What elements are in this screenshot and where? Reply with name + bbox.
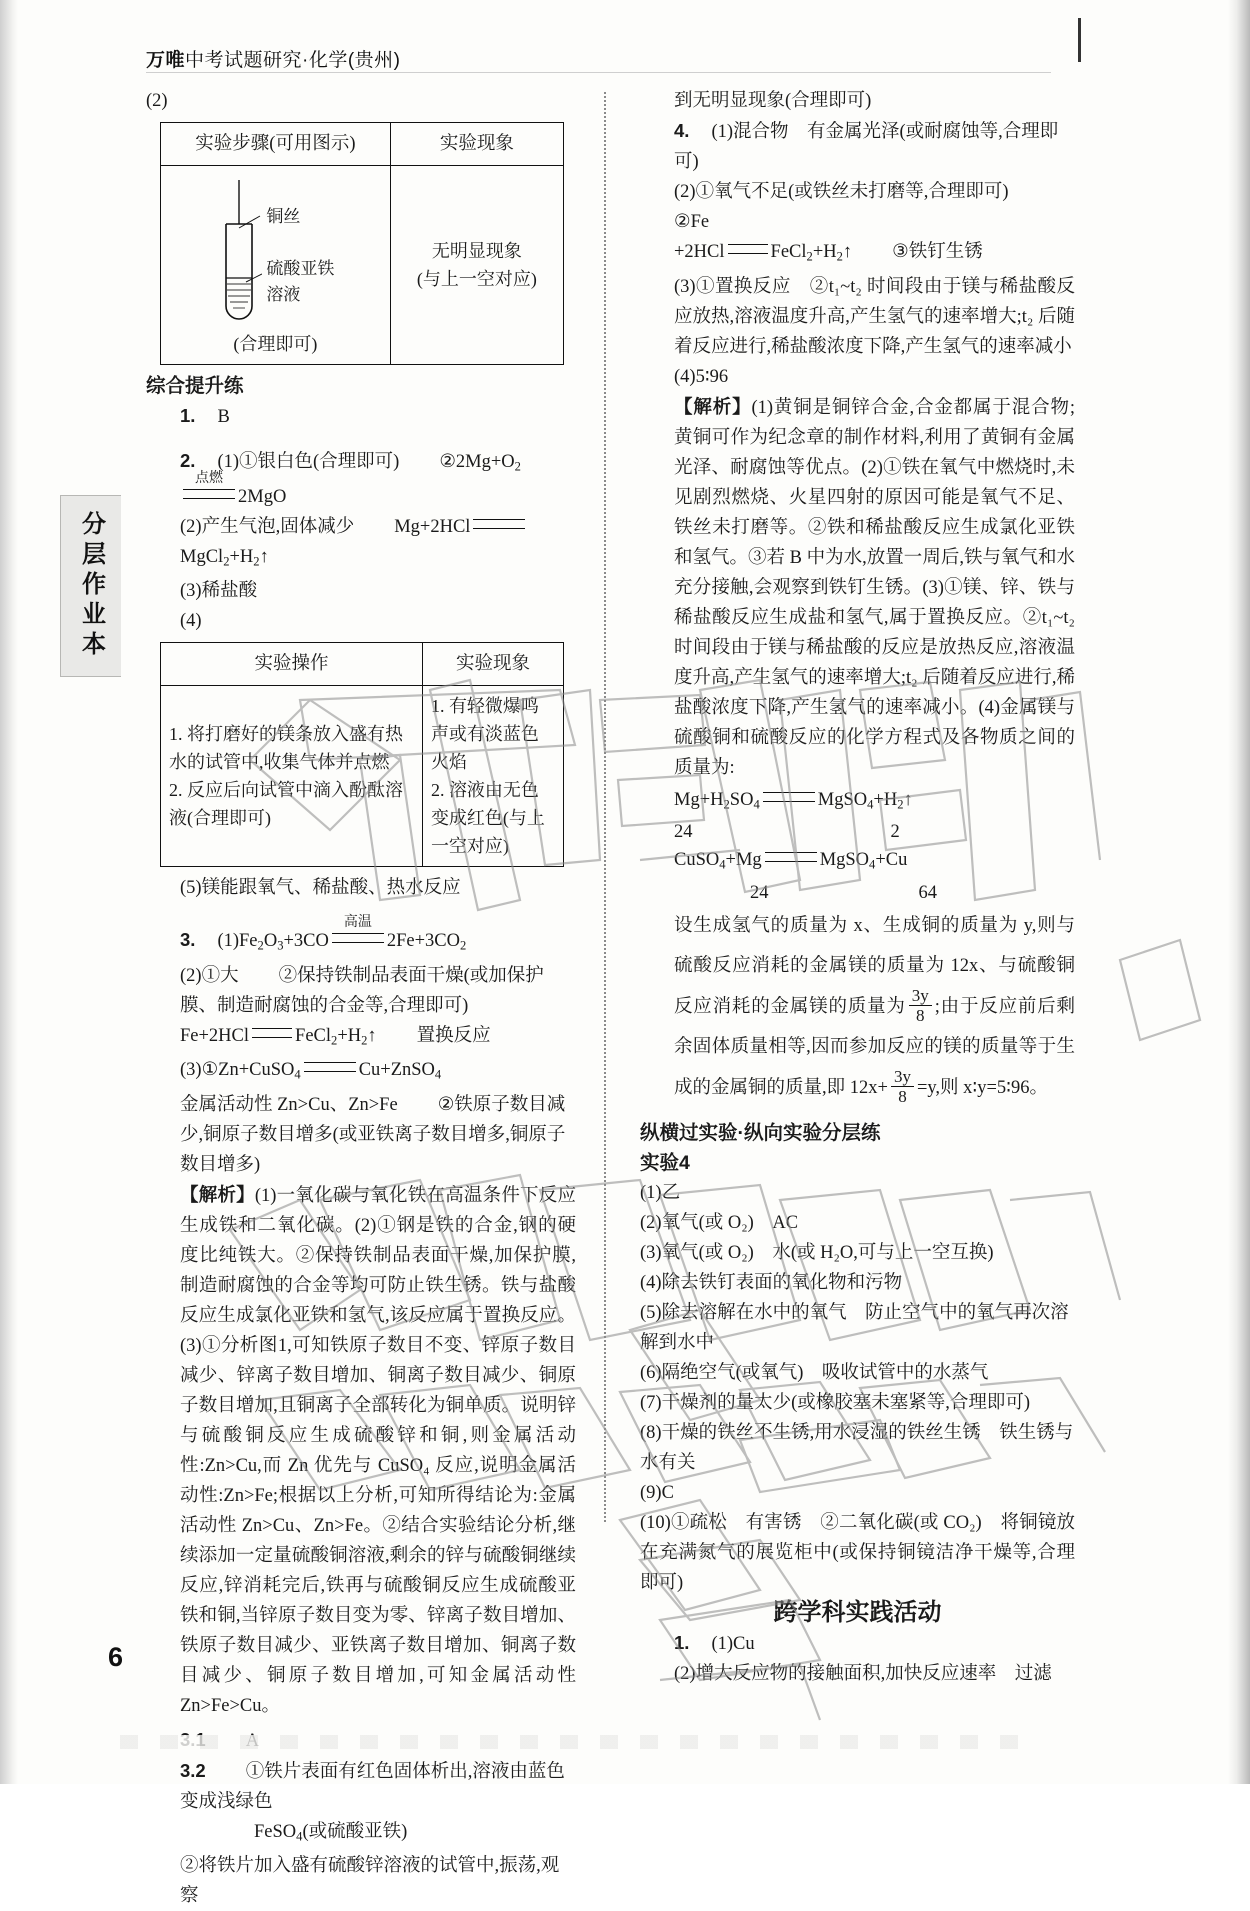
eq5-left: (3)①Zn+CuSO	[180, 1060, 295, 1081]
answer-item-2-line2	[146, 512, 576, 577]
eqA-arrow: ↑	[903, 789, 913, 810]
eq3-right: 2Fe+3CO	[386, 931, 461, 952]
eq4-tail-sub: 2	[361, 1033, 368, 1048]
stoich-equation-a	[640, 785, 1075, 820]
answer-item-3-line3	[146, 1055, 576, 1090]
eqA-mid: SO	[729, 789, 754, 810]
phenomenon-line-2: (与上一空对应)	[416, 269, 537, 289]
answer-item-4-analysis-p2	[640, 906, 1075, 1108]
table1-header-phenomenon: 实验现象	[390, 123, 563, 166]
phenomenon-line-1: 无明显现象	[431, 241, 522, 261]
eq6-arrow: ↑	[842, 242, 853, 262]
eqB-sub2: 4	[869, 857, 876, 872]
answer-item-4-line2a	[640, 177, 1075, 237]
continuation-line: 到无明显现象(合理即可)	[674, 91, 872, 111]
analysis-p2-part-b: ;由于反应前后剩余固体质量相等,因而参加反应的镁的质量等于生成的金属铜的质量,即 12x+	[674, 996, 1075, 1098]
answer-item-3-line3b	[146, 1090, 576, 1180]
analysis-label: 【解析】	[180, 1183, 255, 1205]
eqB-tail: +Cu	[875, 850, 908, 871]
operation-item-2: 2. 反应后向试管中滴入酚酞溶液(合理即可)	[169, 780, 403, 829]
table2-cell-phenomena	[422, 686, 563, 867]
inter-item-1-number: 1.	[674, 1631, 690, 1653]
item-3-text-3c: ②铁原子数目减少,铜原子数目增多(或亚铁离子数目增多,铜原子数目增多)	[180, 1094, 566, 1175]
eq1-left: ②2Mg+O	[439, 452, 515, 472]
item-3-2-formula-sub: 4	[296, 1829, 303, 1844]
column-divider	[604, 92, 606, 1522]
eq1-right: 2MgO	[238, 486, 287, 507]
eqA-sub3: 4	[867, 797, 874, 812]
exp4-item-1: (1)乙	[640, 1182, 681, 1203]
eq2-tail: +H	[229, 546, 254, 567]
table2-header-phenomenon: 实验现象	[422, 643, 563, 686]
interdisciplinary-item-1-line2: (2)增大反应物的接触面积,加快反应速率 过滤	[674, 1663, 1052, 1684]
item-3-text-2b: ②保持铁制品表面干燥(或加保护膜、制造耐腐蚀的合金等,合理即可)	[180, 965, 544, 1016]
eq2-sub: 2	[223, 554, 230, 569]
eq3-left: (1)Fe	[217, 931, 258, 952]
table-header-row	[161, 643, 564, 686]
eqB-mass-right: 64	[918, 882, 937, 903]
eq4-right: FeCl	[295, 1025, 332, 1046]
eq6-sub: 2	[806, 249, 813, 264]
fraction-2-denominator: 8	[898, 1087, 907, 1107]
stoich-masses-b	[640, 880, 1075, 906]
eqB-mass-left: 24	[750, 882, 769, 903]
item-3-activity-series: 金属活动性 Zn>Cu、Zn>Fe	[180, 1094, 398, 1115]
eq6-right: FeCl	[770, 242, 807, 262]
eqA-sub4: 2	[897, 797, 904, 812]
eq5-sub2: 4	[434, 1067, 442, 1082]
fraction-1	[909, 986, 932, 1027]
answer-item-3-2-formula	[146, 1817, 576, 1852]
section-title-experiments: 纵横过实验·纵向实验分层练	[640, 1121, 881, 1144]
inter-item-1-line1: (1)Cu	[711, 1633, 755, 1654]
item-4-text-1: (1)混合物 有金属光泽(或耐腐蚀等,合理即可)	[674, 122, 1059, 172]
item-3-reaction-type: 置换反应	[416, 1025, 491, 1046]
answer-item-3-line2	[146, 961, 576, 1056]
analysis-text-4: (1)黄铜是铜锌合金,合金都属于混合物;黄铜可作为纪念章的制作材料,利用了黄铜有金属光泽、耐腐蚀等优点。(2)①铁在氧气中燃烧时,未见剧烈燃烧、火星四射的原因可能是氧气不足、铁丝未打磨等。②铁和稀盐酸反应生成氯化亚铁和氢气。③若 B 中为水,放置一周后,铁与氧气和水充分接触,会观察到铁钉生锈。(3)①镁、锌、铁与稀盐酸反应生成盐和氢气,属于置换反应。②t₁~t₂ 时间段由于镁与稀盐酸的反应是放热反应,溶液温度升高,产生氢气的速率增大;t₂ 后随着反应进行,稀盐酸浓度下降,产生氢气的速率减小。(4)金属镁与硫酸铜和硫酸反应的化学方程式及各物质之间的质量为:	[674, 397, 1075, 778]
page-edge-left	[0, 0, 18, 1784]
eqA-left: Mg+H	[674, 789, 724, 810]
table-header-row	[161, 123, 564, 166]
eqB-sub1: 4	[719, 857, 726, 872]
eq3-sub3: 2	[460, 938, 467, 953]
test-tube-icon	[216, 178, 262, 328]
header-rule	[146, 72, 1051, 73]
table1-cell-phenomenon	[390, 166, 563, 365]
experiment-table-2	[160, 642, 564, 867]
item-3-2-text-1: ①铁片表面有红色固体析出,溶液由蓝色变成浅绿色	[180, 1761, 565, 1812]
label-solution: 溶液	[266, 285, 301, 304]
item-3-number: 3.	[180, 929, 196, 951]
answer-item-2-line3: (3)稀盐酸	[180, 581, 258, 602]
item-3-2-number: 3.2	[180, 1759, 206, 1781]
table2-cell-operations	[161, 686, 423, 867]
item-3-2-formula: FeSO	[254, 1821, 297, 1842]
condition-high-temp: 高温	[343, 913, 372, 930]
reaction-arrow-ignite	[180, 468, 238, 512]
eqB-mid: +Mg	[725, 850, 762, 871]
item-2-text-1: (1)①银白色(合理即可)	[217, 452, 400, 472]
figure-labels	[266, 178, 334, 308]
eq3-mid: O	[263, 931, 278, 952]
top-rule-mark	[1078, 18, 1081, 62]
item-1-number: 1.	[180, 405, 196, 426]
header-title: 中考试题研究·化学(贵州)	[185, 50, 401, 71]
interdisciplinary-item-1	[640, 1628, 1075, 1659]
answer-item-3-analysis	[146, 1180, 576, 1721]
q2-label: (2)	[146, 91, 168, 111]
label-copper-wire: 铜丝	[266, 207, 301, 226]
analysis-p2-part-a: 设生成氢气的质量为 x、生成铜的质量为 y,则与硫酸反应消耗的金属镁的质量为 12x、与硫酸铜反应消耗的金属镁的质量为	[674, 915, 1075, 1017]
eq3-sub1: 2	[257, 938, 264, 953]
interdisciplinary-title: 跨学科实践活动	[773, 1598, 942, 1626]
section-title-comprehensive: 综合提升练	[146, 375, 244, 397]
eqB-right: MgSO	[819, 850, 870, 871]
side-tab	[60, 495, 121, 677]
eq5-sub: 4	[294, 1067, 301, 1082]
item-3-eq-1	[217, 913, 467, 953]
eq6-tail: +H	[812, 242, 837, 262]
exp4-item-2: (2)氧气(或 O₂) AC	[640, 1212, 799, 1233]
analysis-label-4: 【解析】	[674, 395, 752, 417]
eqA-tail: +H	[873, 789, 898, 810]
bottom-scan-artifact	[120, 1735, 1020, 1749]
analysis-p2-part-c: =y,则 x∶y=5∶96。	[916, 1077, 1048, 1098]
eq4-arrow: ↑	[367, 1025, 377, 1046]
eqA-sub2: 4	[753, 797, 760, 812]
table-row	[161, 166, 564, 365]
answer-item-2-line5: (5)镁能跟氧气、稀盐酸、热水反应	[180, 878, 461, 899]
eq4-sub: 2	[331, 1033, 338, 1048]
answer-item-2-line4: (4)	[180, 611, 202, 632]
brand-name: 万唯	[146, 50, 186, 71]
exp4-item-6: (6)隔绝空气(或氧气) 吸收试管中的水蒸气	[640, 1362, 989, 1383]
table-row	[161, 686, 564, 867]
exp4-item-3: (3)氧气(或 O₂) 水(或 H₂O,可与上一空互换)	[640, 1242, 994, 1263]
reaction-arrow-high-temp	[329, 913, 387, 956]
eqB-left: CuSO	[674, 850, 720, 871]
table1-cell-note: (合理即可)	[233, 334, 318, 354]
page-edge-right	[1228, 0, 1250, 1784]
fraction-1-numerator: 3y	[909, 986, 932, 1007]
item-4-number: 4.	[674, 120, 690, 141]
eq6-left: +2HCl	[674, 242, 725, 262]
eq2-left: Mg+2HCl	[394, 516, 471, 537]
exp4-item-5: (5)除去溶解在水中的氧气 防止空气中的氧气再次溶解到水中	[640, 1302, 1069, 1353]
eq1-sub: 2	[514, 459, 521, 474]
fraction-2	[891, 1067, 914, 1108]
item-3-eq-2	[180, 1026, 377, 1046]
item-4-text-2b: ②Fe	[674, 212, 710, 232]
experiment-table-1	[160, 122, 564, 365]
condition-ignite: 点燃	[195, 468, 223, 485]
exp4-item-9: (9)C	[640, 1482, 674, 1503]
experiment-4-title: 实验4	[640, 1151, 690, 1174]
item-4-eq	[674, 242, 852, 262]
eqA-mass-right: 2	[890, 822, 900, 843]
phenomenon-item-2: 2. 溶液由无色变成红色(与上一空对应)	[430, 780, 545, 857]
answer-item-4-line3: (3)①置换反应 ②t₁~t₂ 时间段由于镁与稀盐酸反应放热,溶液温度升高,产生氢气的速率增大;t₂ 后随着反应进行,稀盐酸浓度下降,产生氢气的速率减小	[674, 276, 1075, 357]
item-3-text-2a: (2)①大	[180, 965, 239, 986]
eq4-tail: +H	[337, 1025, 362, 1046]
side-tab-label: 分层作业本	[77, 511, 105, 661]
eq4-left: Fe+2HCl	[180, 1025, 250, 1046]
analysis-text: (1)一氧化碳与氧化铁在高温条件下反应生成铁和二氧化碳。(2)①钢是铁的合金,钢的硬度比纯铁大。②保持铁制品表面干燥,加保护膜,制造耐腐蚀的合金等均可防止铁生锈。铁与盐酸反应生成氯化亚铁和氢气,该反应属于置换反应。(3)①分析图1,可知铁原子数目不变、锌原子数目减少、锌离子数目增加、铜离子数目减少、铜原子数目增加,且铜离子全部转化为铜单质。说明锌与硫酸铜反应生成硫酸锌和铜,则金属活动性:Zn>Cu,而 Zn 优先与 CuSO₄ 反应,说明金属活动性:Zn>Fe;根据以上分析,可知所得结论为:金属活动性 Zn>Cu、Zn>Fe。②结合实验结论分析,继续添加一定量硫酸铜溶液,剩余的锌与硫酸铜继续反应,锌消耗完后,铁再与硫酸铜反应生成硫酸亚铁和铜,当锌原子数目变为零、锌离子数目增加、铁原子数目减少、亚铁离子数目增加、铜离子数目减少、铜原子数目增加,可知金属活动性 Zn>Fe>Cu。	[180, 1185, 576, 1716]
test-tube-figure	[216, 178, 262, 328]
fraction-1-denominator: 8	[915, 1006, 925, 1026]
item-2-text-2: (2)产生气泡,固体减少	[180, 516, 355, 537]
answer-item-4-line4: (4)5∶96	[674, 366, 729, 387]
left-column	[146, 86, 576, 1911]
eq2-right: MgCl	[180, 546, 224, 567]
table1-header-step: 实验步骤(可用图示)	[161, 123, 391, 166]
answer-item-4-line1	[640, 116, 1075, 177]
stoich-equation-b	[640, 845, 1075, 880]
right-column	[640, 86, 1075, 1689]
item-3-2-formula-tail: (或硫酸亚铁)	[302, 1821, 408, 1842]
stoich-masses-a	[640, 819, 1075, 845]
exp4-item-7: (7)干燥剂的量太少(或橡胶塞未塞紧等,合理即可)	[640, 1392, 1031, 1413]
fraction-2-numerator: 3y	[891, 1067, 914, 1088]
eq3-mid2: +3CO	[283, 931, 329, 952]
eqA-sub1: 2	[723, 797, 730, 812]
phenomenon-item-1: 1. 有轻微爆鸣声或有淡蓝色火焰	[430, 696, 539, 773]
exp4-item-8: (8)干燥的铁丝不生锈,用水浸湿的铁丝生锈 铁生锈与水有关	[640, 1422, 1074, 1473]
answer-item-3-2-line2: ②将铁片加入盛有硫酸锌溶液的试管中,振荡,观察	[180, 1856, 560, 1907]
answer-item-2-line1	[146, 446, 576, 512]
table2-header-operation: 实验操作	[161, 643, 423, 686]
eq6-tail-sub: 2	[836, 249, 843, 264]
eq5-right: Cu+ZnSO	[358, 1060, 435, 1081]
exp4-item-4: (4)除去铁钉表面的氧化物和污物	[640, 1272, 903, 1293]
item-4-text-2a: (2)①氧气不足(或铁丝未打磨等,合理即可)	[674, 182, 1009, 202]
exp4-item-10: (10)①疏松 有害锈 ②二氧化碳(或 CO₂) 将铜镜放在充满氮气的展览柜中(或保持铜镜洁净干燥等,合理即可)	[640, 1512, 1075, 1593]
answer-item-3-line1	[146, 913, 576, 961]
answer-item-4-analysis-p1	[640, 392, 1075, 783]
answer-item-4-line2-eq	[640, 237, 1075, 272]
item-3-eq-3	[180, 1060, 441, 1080]
eqA-mass-left: 24	[674, 822, 693, 843]
item-4-text-2c: ③铁钉生锈	[892, 242, 983, 262]
eq3-sub2: 3	[277, 938, 284, 953]
answer-item-1	[146, 401, 576, 432]
operation-item-1: 1. 将打磨好的镁条放入盛有热水的试管中,收集气体并点燃	[169, 724, 403, 773]
eqA-right: MgSO	[817, 789, 868, 810]
answer-item-3-2-line1	[146, 1756, 576, 1817]
test-tube-diagram	[169, 172, 382, 330]
running-head	[146, 45, 401, 72]
item-2-number: 2.	[180, 450, 196, 471]
item-1-answer: B	[217, 407, 230, 427]
page-number: 6	[108, 1642, 124, 1672]
label-ferrous-sulfate: 硫酸亚铁	[266, 259, 335, 278]
eq2-arrow: ↑	[259, 546, 269, 567]
table1-cell-figure	[161, 166, 391, 365]
eq2-tail-sub: 2	[253, 554, 260, 569]
